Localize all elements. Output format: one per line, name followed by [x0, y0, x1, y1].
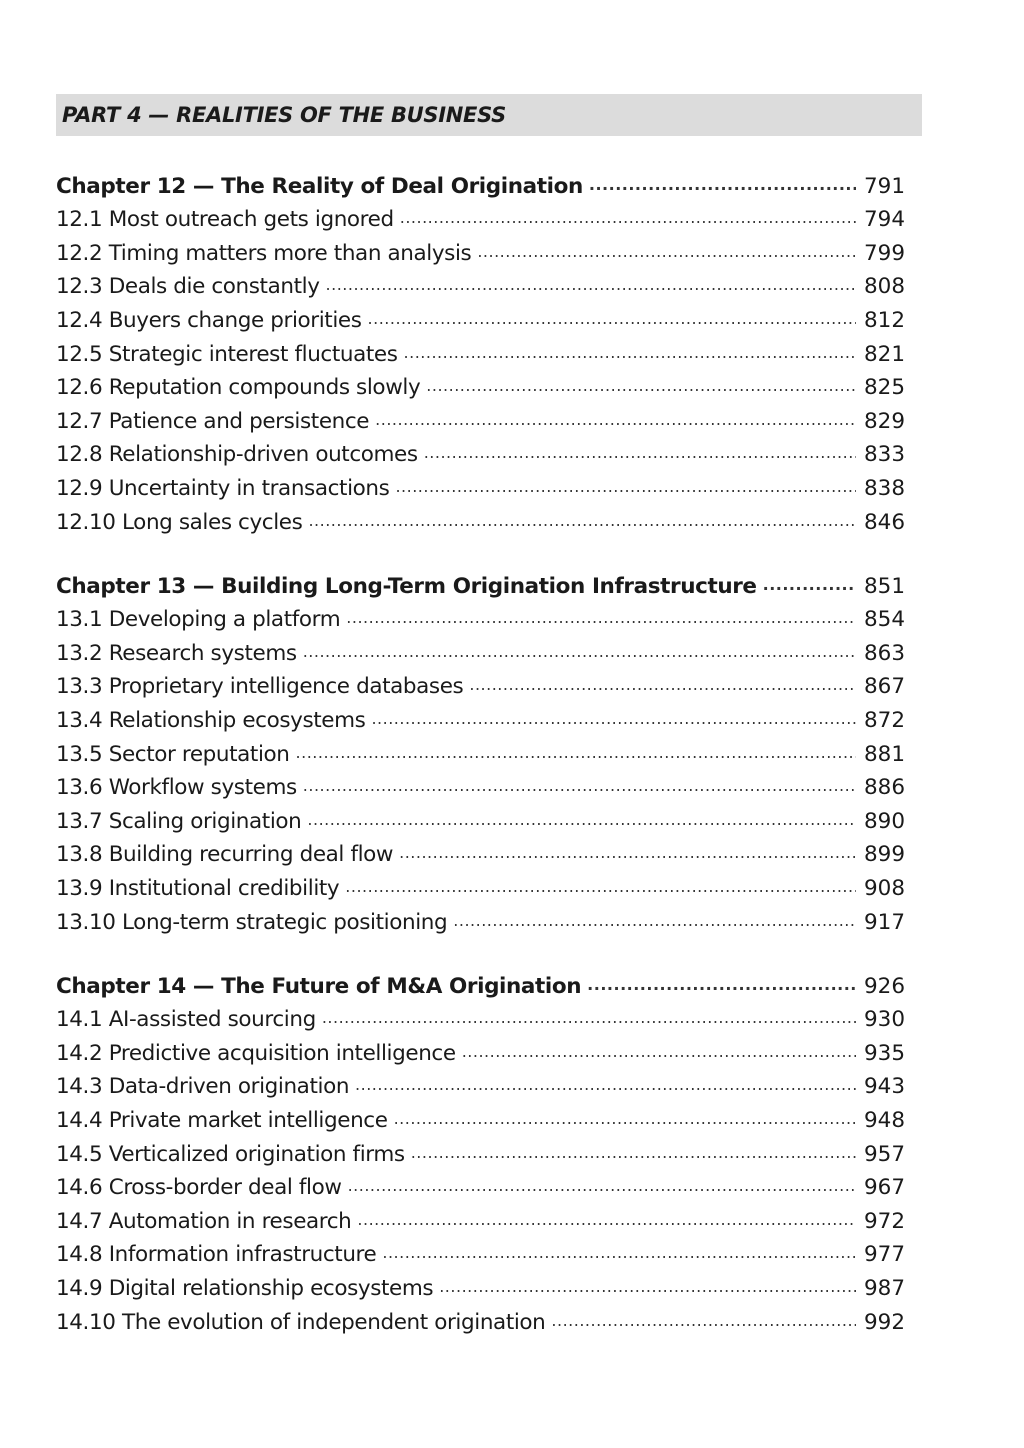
page-number: 851: [864, 573, 906, 599]
dot-leader: [308, 511, 856, 530]
dot-leader: [469, 675, 856, 694]
dot-leader: [307, 810, 856, 829]
chapter-block: [56, 165, 916, 535]
dot-leader: [589, 175, 856, 194]
section-entry[interactable]: [56, 1200, 916, 1234]
section-entry[interactable]: [56, 434, 916, 468]
section-title: 12.7 Patience and persistence: [56, 408, 370, 434]
section-title: 12.10 Long sales cycles: [56, 509, 303, 535]
page-number: 881: [864, 741, 906, 767]
section-title: 13.2 Research systems: [56, 640, 297, 666]
dot-leader: [477, 242, 856, 261]
page-number: 829: [864, 408, 906, 434]
page-number: 943: [864, 1074, 906, 1100]
page-number: 854: [864, 607, 906, 633]
section-title: 13.6 Workflow systems: [56, 775, 297, 801]
chapter-block: [56, 565, 916, 935]
section-entry[interactable]: [56, 632, 916, 666]
section-title: 14.10 The evolution of independent origination: [56, 1309, 546, 1335]
section-entry[interactable]: [56, 232, 916, 266]
page-number: 791: [864, 173, 906, 199]
page-number: 799: [864, 240, 906, 266]
section-title: 14.3 Data-driven origination: [56, 1074, 350, 1100]
page-number: 930: [864, 1007, 906, 1033]
section-title: 14.5 Verticalized origination firms: [56, 1141, 405, 1167]
chapter-heading-entry[interactable]: [56, 565, 916, 599]
section-entry[interactable]: [56, 266, 916, 300]
section-title: 13.5 Sector reputation: [56, 741, 290, 767]
section-title: 12.5 Strategic interest fluctuates: [56, 341, 398, 367]
section-title: 13.7 Scaling origination: [56, 808, 302, 834]
section-entry[interactable]: [56, 1099, 916, 1133]
part-title: PART 4 — REALITIES OF THE BUSINESS: [62, 103, 506, 127]
section-entry[interactable]: [56, 901, 916, 935]
section-entry[interactable]: [56, 733, 916, 767]
dot-leader: [411, 1143, 856, 1162]
dot-leader: [587, 975, 856, 994]
dot-leader: [382, 1243, 856, 1262]
section-title: 13.9 Institutional credibility: [56, 875, 340, 901]
section-title: 14.4 Private market intelligence: [56, 1108, 388, 1134]
section-entry[interactable]: [56, 1133, 916, 1167]
section-title: 12.8 Relationship-driven outcomes: [56, 442, 418, 468]
dot-leader: [551, 1311, 856, 1330]
page-number: 863: [864, 640, 906, 666]
dot-leader: [296, 743, 856, 762]
section-entry[interactable]: [56, 367, 916, 401]
dot-leader: [348, 1176, 856, 1195]
section-title: 14.6 Cross-border deal flow: [56, 1175, 342, 1201]
section-entry[interactable]: [56, 1267, 916, 1301]
dot-leader: [453, 911, 856, 930]
section-entry[interactable]: [56, 666, 916, 700]
page-number: 808: [864, 274, 906, 300]
dot-leader: [322, 1008, 856, 1027]
dot-leader: [371, 709, 856, 728]
page-number: 977: [864, 1242, 906, 1268]
page-number: 838: [864, 475, 906, 501]
page-number: 917: [864, 909, 906, 935]
section-entry[interactable]: [56, 800, 916, 834]
section-title: 13.1 Developing a platform: [56, 607, 341, 633]
section-entry[interactable]: [56, 767, 916, 801]
dot-leader: [400, 208, 856, 227]
page-number: 821: [864, 341, 906, 367]
page-number: 935: [864, 1040, 906, 1066]
section-title: 12.1 Most outreach gets ignored: [56, 207, 394, 233]
section-entry[interactable]: [56, 834, 916, 868]
section-title: 14.8 Information infrastructure: [56, 1242, 377, 1268]
section-entry[interactable]: [56, 501, 916, 535]
chapter-heading-entry[interactable]: [56, 165, 916, 199]
section-title: 14.2 Predictive acquisition intelligence: [56, 1040, 456, 1066]
page-number: 794: [864, 207, 906, 233]
section-title: 14.7 Automation in research: [56, 1208, 352, 1234]
page-number: 987: [864, 1276, 906, 1301]
dot-leader: [368, 309, 856, 328]
section-entry[interactable]: [56, 1167, 916, 1201]
dot-leader: [404, 343, 856, 362]
dot-leader: [763, 575, 856, 594]
dot-leader: [355, 1075, 856, 1094]
dot-leader: [346, 608, 856, 627]
chapter-title: Chapter 12 — The Reality of Deal Origination: [56, 173, 583, 199]
dot-leader: [439, 1277, 856, 1296]
dot-leader: [426, 376, 856, 395]
section-title: 12.3 Deals die constantly: [56, 274, 320, 300]
dot-leader: [303, 776, 856, 795]
page-number: 825: [864, 375, 906, 401]
section-title: 13.3 Proprietary intelligence databases: [56, 674, 464, 700]
page-number: 812: [864, 307, 906, 333]
page-number: 899: [864, 842, 906, 868]
section-entry[interactable]: [56, 400, 916, 434]
section-title: 12.9 Uncertainty in transactions: [56, 475, 390, 501]
section-title: 13.10 Long-term strategic positioning: [56, 909, 448, 935]
chapter-heading-entry[interactable]: [56, 965, 916, 999]
dot-leader: [424, 443, 856, 462]
page-number: 833: [864, 442, 906, 468]
chapter-block: [56, 965, 916, 1335]
section-entry[interactable]: [56, 199, 916, 233]
dot-leader: [345, 877, 856, 896]
page-number: 867: [864, 674, 906, 700]
part-heading: [56, 94, 922, 136]
dot-leader: [326, 275, 856, 294]
dot-leader: [462, 1042, 856, 1061]
page-number: 926: [864, 973, 906, 999]
chapter-title: Chapter 13 — Building Long-Term Origination Infrastructure: [56, 573, 757, 599]
section-title: 12.4 Buyers change priorities: [56, 307, 362, 333]
section-title: 12.6 Reputation compounds slowly: [56, 375, 421, 401]
section-title: 14.1 AI-assisted sourcing: [56, 1007, 316, 1033]
section-entry[interactable]: [56, 1301, 916, 1335]
page-number: 846: [864, 509, 906, 535]
page-number: 908: [864, 875, 906, 901]
dot-leader: [399, 843, 856, 862]
section-entry[interactable]: [56, 999, 916, 1033]
section-title: 12.2 Timing matters more than analysis: [56, 240, 472, 266]
dot-leader: [357, 1210, 856, 1229]
section-entry[interactable]: [56, 599, 916, 633]
section-title: 13.4 Relationship ecosystems: [56, 708, 366, 733]
page-number: 992: [864, 1309, 906, 1335]
section-entry[interactable]: [56, 299, 916, 333]
page-number: 890: [864, 808, 906, 834]
section-entry[interactable]: [56, 1066, 916, 1100]
section-entry[interactable]: [56, 467, 916, 501]
page-number: 872: [864, 708, 906, 733]
section-entry[interactable]: [56, 699, 916, 733]
page-number: 886: [864, 775, 906, 801]
page-number: 967: [864, 1175, 906, 1201]
table-of-contents: [56, 165, 916, 1365]
dot-leader: [395, 477, 856, 496]
dot-leader: [303, 642, 856, 661]
section-entry[interactable]: [56, 1234, 916, 1268]
page-number: 948: [864, 1108, 906, 1134]
page-number: 972: [864, 1208, 906, 1234]
section-title: 14.9 Digital relationship ecosystems: [56, 1276, 434, 1301]
section-title: 13.8 Building recurring deal flow: [56, 842, 394, 868]
section-entry[interactable]: [56, 1032, 916, 1066]
page-number: 957: [864, 1141, 906, 1167]
section-entry[interactable]: [56, 333, 916, 367]
chapter-title: Chapter 14 — The Future of M&A Origination: [56, 973, 582, 999]
dot-leader: [394, 1109, 856, 1128]
section-entry[interactable]: [56, 867, 916, 901]
dot-leader: [375, 410, 856, 429]
